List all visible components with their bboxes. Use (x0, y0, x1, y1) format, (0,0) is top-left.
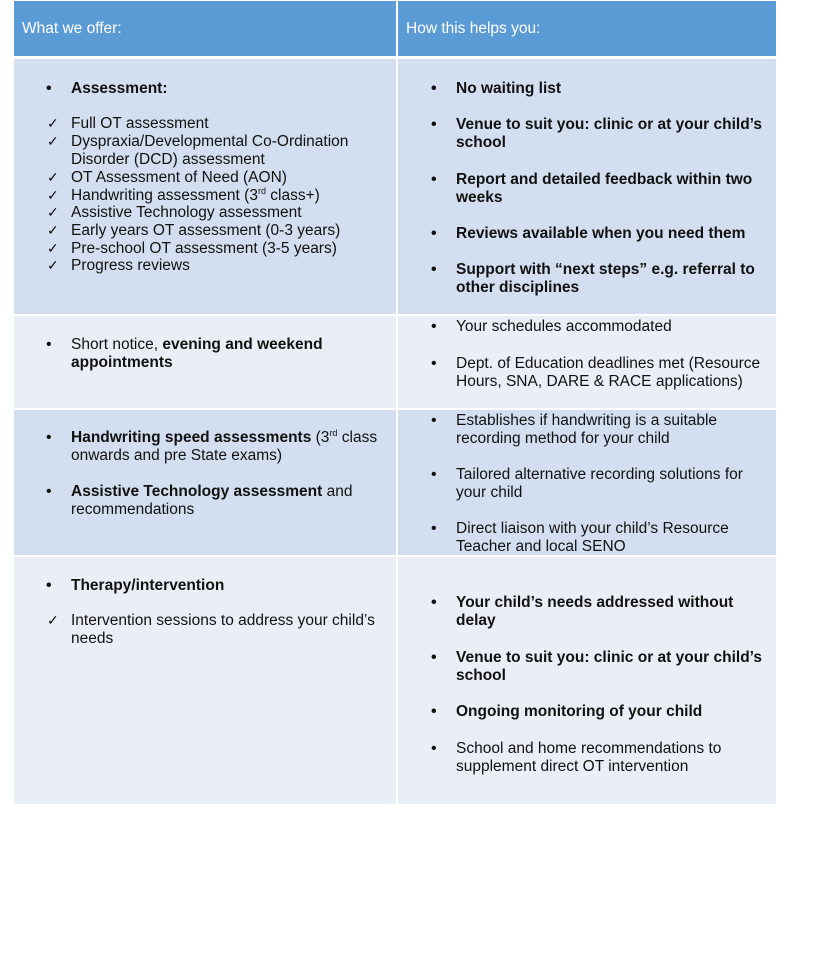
benefit-cell (398, 410, 776, 555)
check-item: ✓ Full OT assessment (71, 115, 371, 133)
benefit-item: • Your child’s needs addressed without delay (456, 594, 766, 629)
benefit-cell (398, 59, 776, 314)
benefit-item: • Direct liaison with your child’s Resource Teacher and local SENO (456, 520, 756, 555)
benefit-item: • Tailored alternative recording solutions for your child (456, 466, 756, 501)
check-item: ✓ Handwriting assessment (3rd class+) (71, 187, 371, 205)
table-row (14, 557, 776, 804)
assessment-title: • Assessment: (71, 80, 371, 98)
benefit-item: • Ongoing monitoring of your child (456, 703, 766, 721)
offer-item: • Assistive Technology assessment and recommendations (71, 483, 371, 518)
check-item: ✓ Early years OT assessment (0-3 years) (71, 222, 371, 240)
benefit-item: • Report and detailed feedback within two weeks (456, 171, 766, 206)
offer-cell (14, 59, 396, 314)
offer-item: • Handwriting speed assessments (3rd class onwards and pre State exams) (71, 429, 381, 464)
check-item: ✓ Intervention sessions to address your child’s needs (71, 612, 381, 647)
benefit-item: • Venue to suit you: clinic or at your child’s school (456, 649, 766, 684)
benefit-item: • Reviews available when you need them (456, 225, 766, 243)
check-item: ✓ Dyspraxia/Developmental Co-Ordination Disorder (DCD) assessment (71, 133, 371, 168)
table-row (14, 59, 776, 314)
benefit-item: • Your schedules accommodated (456, 318, 766, 336)
offer-item: • Short notice, evening and weekend appointments (71, 336, 361, 371)
header-cell-helps (398, 1, 776, 56)
table-header (14, 1, 776, 56)
benefit-item: • No waiting list (456, 80, 766, 98)
benefit-cell (398, 316, 776, 408)
benefit-cell (398, 557, 776, 804)
check-item: ✓ Assistive Technology assessment (71, 204, 371, 222)
benefit-item: • Venue to suit you: clinic or at your child’s school (456, 116, 766, 151)
check-item: ✓ OT Assessment of Need (AON) (71, 169, 371, 187)
table-row (14, 410, 776, 555)
therapy-title: • Therapy/intervention (71, 577, 371, 595)
check-item: ✓ Pre-school OT assessment (3-5 years) (71, 240, 371, 258)
header-cell-offer (14, 1, 396, 56)
offer-cell (14, 410, 396, 555)
offer-cell (14, 557, 396, 804)
header-helps: How this helps you: (406, 20, 541, 37)
benefit-item: • Establishes if handwriting is a suitable recording method for your child (456, 412, 756, 447)
benefit-item: • Dept. of Education deadlines met (Resource Hours, SNA, DARE & RACE applications) (456, 355, 766, 390)
header-offer: What we offer: (22, 20, 122, 37)
offer-cell (14, 316, 396, 408)
benefit-item: • Support with “next steps” e.g. referral to other disciplines (456, 261, 766, 296)
benefit-item: • School and home recommendations to supplement direct OT intervention (456, 740, 756, 775)
table-row (14, 316, 776, 408)
check-item: ✓ Progress reviews (71, 257, 371, 275)
